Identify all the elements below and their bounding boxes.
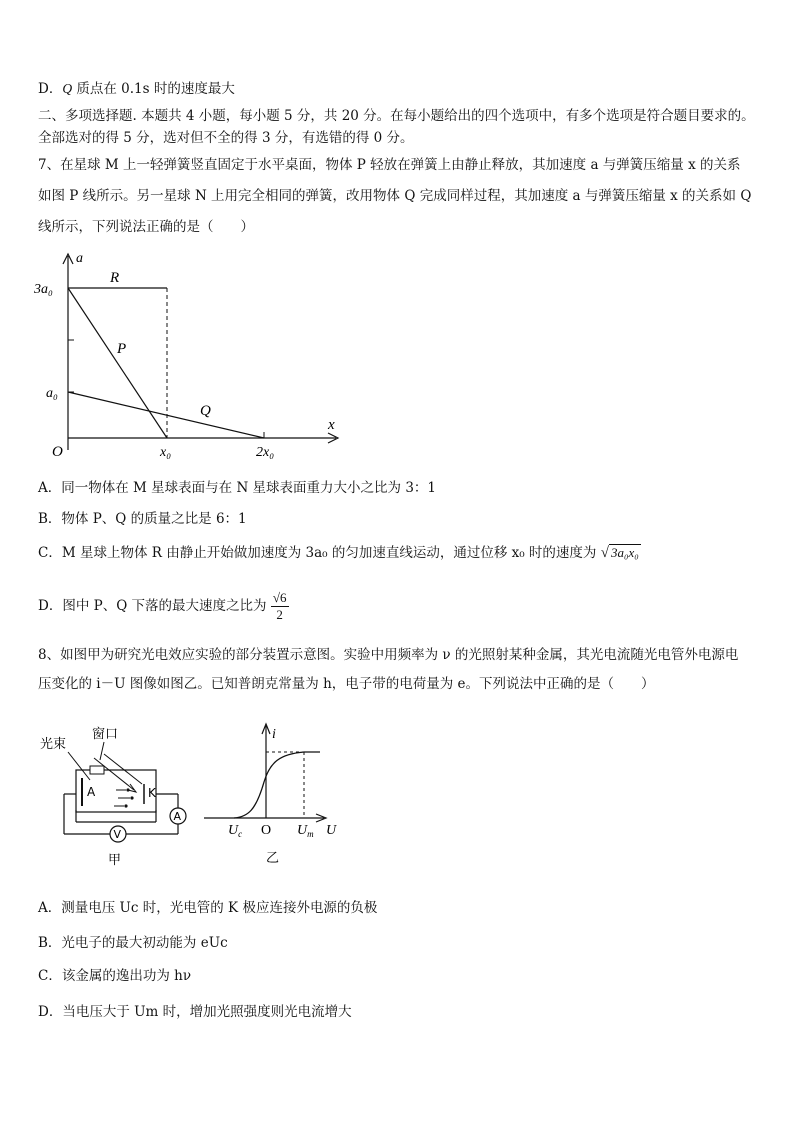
q7-option-d-fraction: $\frac{√6}{2}$ bbox=[272, 590, 287, 622]
q7-label-q: Q bbox=[200, 403, 211, 419]
q8-stem-line2: 压变化的 i－U 图像如图乙。已知普朗克常量为 h，电子带的电荷量为 e。下列说法中正确的是（ ） bbox=[38, 676, 655, 692]
q7-label-x: x bbox=[328, 417, 335, 433]
q8-electrode-k: K bbox=[148, 786, 156, 800]
q7-label-origin: O bbox=[52, 444, 63, 460]
q6-option-d: D．Q 质点在 0.1s 时的速度最大 bbox=[38, 81, 235, 97]
q7-stem-line3: 线所示，下列说法正确的是（ ） bbox=[38, 219, 254, 235]
q8-option-d: D．当电压大于 Um 时，增加光照强度则光电流增大 bbox=[38, 1004, 352, 1020]
q8-figure-yi bbox=[200, 722, 350, 870]
svg-text:V: V bbox=[113, 828, 122, 841]
q7-label-a0: a₀ bbox=[46, 386, 58, 401]
q7-stem-line1: 7、在星球 M 上一轻弹簧竖直固定于水平桌面，物体 P 轻放在弹簧上由静止释放，其加速度 a 与弹簧压缩量 x 的关系 bbox=[38, 157, 741, 173]
q7-label-2x0: 2x₀ bbox=[256, 445, 275, 460]
q8-option-c: C．该金属的逸出功为 hν bbox=[38, 968, 192, 984]
q8-label-i: i bbox=[272, 727, 276, 742]
q8-caption-jia: 甲 bbox=[108, 853, 122, 868]
q8-label-uc: $U_c$ bbox=[228, 823, 243, 839]
q8-label-o: O bbox=[261, 823, 272, 838]
q7-option-b: B．物体 P、Q 的质量之比是 6：1 bbox=[38, 511, 247, 527]
q8-option-a: A．测量电压 Uc 时，光电管的 K 极应连接外电源的负极 bbox=[38, 900, 378, 916]
section2-line1: 二、多项选择题. 本题共 4 小题，每小题 5 分，共 20 分。在每小题给出的四个选项中，有多个选项是符合题目要求的。 bbox=[38, 108, 755, 124]
q8-label-u: U bbox=[326, 823, 337, 838]
q7-label-a: a bbox=[76, 251, 83, 266]
q7-label-x0: x₀ bbox=[160, 445, 172, 460]
section2-line2: 全部选对的得 5 分，选对但不全的得 3 分，有选错的得 0 分。 bbox=[38, 130, 414, 146]
q7-option-d: D．图中 P、Q 下落的最大速度之比为 $\frac{√6}{2}$ bbox=[38, 590, 287, 622]
q8-stem-line1: 8、如图甲为研究光电效应实验的部分装置示意图。实验中用频率为 ν 的光照射某种金属，其光电流随光电管外电源电 bbox=[38, 647, 739, 663]
q7-option-c: C．M 星球上物体 R 由静止开始做加速度为 3a₀ 的匀加速直线运动，通过位移 x₀ 时的速度为 √ 3a₀x₀ bbox=[38, 545, 639, 561]
q7-graph bbox=[30, 250, 350, 465]
svg-text:A: A bbox=[173, 810, 182, 823]
q8-option-b: B．光电子的最大初动能为 eUc bbox=[38, 935, 228, 951]
q8-label-beam: 光束 bbox=[40, 737, 67, 752]
q8-label-um: $U_m$ bbox=[297, 823, 314, 839]
q8-label-window: 窗口 bbox=[92, 727, 119, 742]
q8-electrode-a: A bbox=[87, 785, 96, 799]
q7-option-c-sqrt: √ 3a₀x₀ bbox=[600, 545, 639, 561]
q7-option-a: A．同一物体在 M 星球表面与在 N 星球表面重力大小之比为 3：1 bbox=[38, 480, 437, 496]
q7-stem-line2: 如图 P 线所示。另一星球 N 上用完全相同的弹簧，改用物体 Q 完成同样过程，其加速度 a 与弹簧压缩量 x 的关系如 Q bbox=[38, 188, 752, 204]
q7-line-p bbox=[68, 288, 167, 438]
q7-line-q bbox=[68, 392, 264, 438]
q8-iu-curve bbox=[234, 752, 320, 818]
q7-label-3a0: 3a₀ bbox=[34, 282, 53, 297]
q7-label-r: R bbox=[110, 270, 120, 286]
q8-figure-jia bbox=[38, 722, 198, 870]
q8-caption-yi: 乙 bbox=[266, 851, 280, 866]
q7-label-p: P bbox=[117, 341, 127, 357]
